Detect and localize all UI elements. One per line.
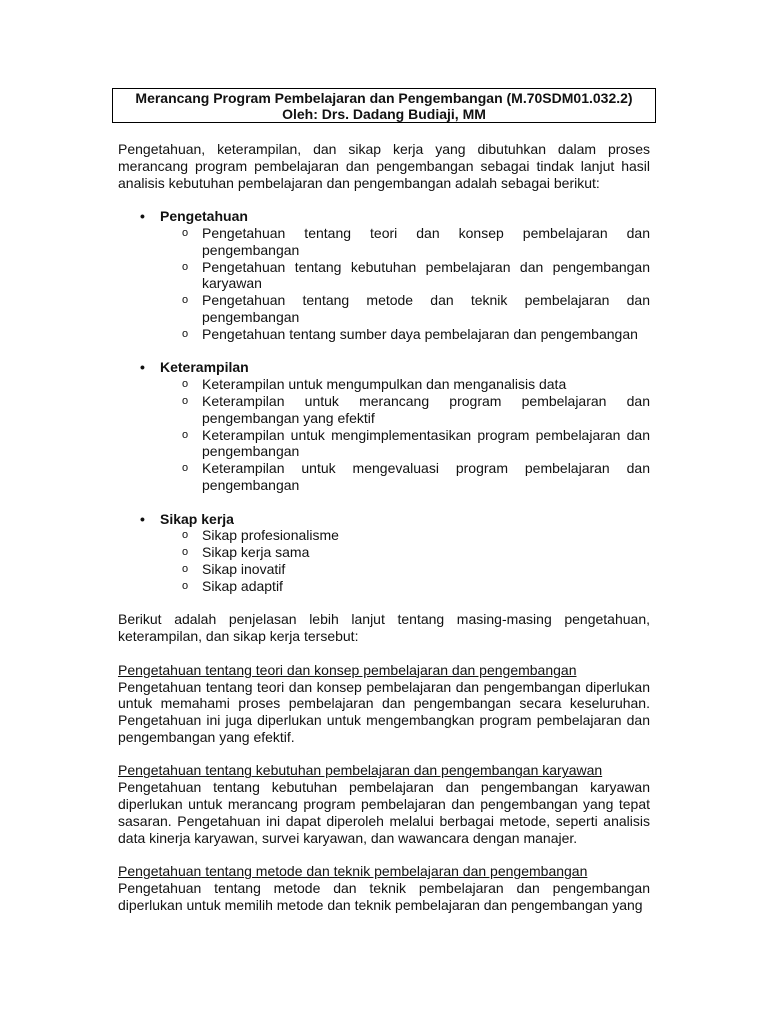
list-item (160, 527, 650, 544)
list-item-text: Pengetahuan tentang sumber daya pembelajaran dan pengembangan (202, 325, 638, 342)
bullet-icon: • (140, 359, 145, 376)
competency-section-pengetahuan (118, 208, 650, 342)
section-label: Keterampilan (160, 359, 249, 376)
circle-bullet-icon: o (182, 260, 189, 273)
title-box (112, 88, 656, 123)
list-item-text: Keterampilan untuk merancang program pembelajaran dan pengembangan yang efektif (202, 392, 650, 426)
explanation-section (118, 662, 650, 746)
list-item (160, 578, 650, 595)
explanation-section (118, 762, 650, 846)
list-item (160, 292, 650, 326)
list-item-text: Keterampilan untuk mengevaluasi program pembelajaran dan pengembangan (202, 460, 650, 493)
explanation-heading: Pengetahuan tentang teori dan konsep pembelajaran dan pengembangan (118, 661, 577, 678)
list-item (160, 259, 650, 293)
intro-paragraph: Pengetahuan, keterampilan, dan sikap kerja yang dibutuhkan dalam proses merancang program pembelajaran dan pengembangan sebagai tindak lanjut hasil analisis kebutuhan pembelajaran dan pengembangan adalah sebagai berikut: (118, 141, 650, 191)
document-body (118, 141, 650, 914)
competency-list (118, 208, 650, 594)
circle-bullet-icon: o (182, 327, 189, 340)
sub-list (160, 527, 650, 594)
list-item (160, 544, 650, 561)
circle-bullet-icon: o (182, 294, 189, 307)
circle-bullet-icon: o (182, 428, 189, 441)
competency-section-keterampilan (118, 359, 650, 493)
list-item (160, 561, 650, 578)
list-item-text: Sikap inovatif (202, 560, 286, 577)
explanation-heading: Pengetahuan tentang metode dan teknik pembelajaran dan pengembangan (118, 863, 588, 880)
explanation-section (118, 863, 650, 913)
circle-bullet-icon: o (182, 462, 189, 475)
list-item (160, 427, 650, 461)
list-item (160, 326, 650, 343)
explanation-body: Pengetahuan tentang teori dan konsep pembelajaran dan pengembangan diperlukan untuk memahami proses pembelajaran dan pengembangan secara keseluruhan. Pengetahuan ini juga diperlukan untuk mengembangkan program pembelajaran dan pengembangan yang efektif. (118, 678, 650, 745)
sub-list (160, 376, 650, 494)
circle-bullet-icon: o (182, 562, 189, 575)
list-item-text: Keterampilan untuk mengumpulkan dan menganalisis data (202, 376, 567, 393)
explanation-heading: Pengetahuan tentang kebutuhan pembelajaran dan pengembangan karyawan (118, 762, 603, 779)
document-title: Merancang Program Pembelajaran dan Pengembangan (M.70SDM01.032.2) (135, 90, 633, 106)
explanation-body: Pengetahuan tentang kebutuhan pembelajaran dan pengembangan karyawan diperlukan untuk merancang program pembelajaran dan pengembangan yang tepat sasaran. Pengetahuan ini dapat diperoleh melalui berbagai metode, seperti analisis data kinerja karyawan, survei karyawan, dan wawancara dengan manajer. (118, 779, 650, 846)
explanation-body: Pengetahuan tentang metode dan teknik pembelajaran dan pengembangan diperlukan untuk memilih metode dan teknik pembelajaran dan pengembangan yang (118, 880, 650, 913)
list-item-text: Pengetahuan tentang kebutuhan pembelajaran dan pengembangan karyawan (202, 258, 650, 292)
list-item-text: Sikap adaptif (202, 577, 283, 594)
section-label: Pengetahuan (160, 208, 248, 225)
list-item (160, 460, 650, 494)
circle-bullet-icon: o (182, 529, 189, 542)
circle-bullet-icon: o (182, 226, 189, 239)
circle-bullet-icon: o (182, 394, 189, 407)
circle-bullet-icon: o (182, 546, 189, 559)
list-item-text: Keterampilan untuk mengimplementasikan program pembelajaran dan pengembangan (202, 426, 650, 460)
transition-paragraph: Berikut adalah penjelasan lebih lanjut tentang masing-masing pengetahuan, keterampilan, dan sikap kerja tersebut: (118, 611, 650, 645)
circle-bullet-icon: o (182, 378, 189, 391)
list-item (160, 225, 650, 259)
circle-bullet-icon: o (182, 579, 189, 592)
section-label: Sikap kerja (160, 510, 234, 527)
bullet-icon: • (140, 208, 145, 225)
list-item-text: Pengetahuan tentang teori dan konsep pembelajaran dan pengembangan (202, 224, 650, 258)
document-author: Oleh: Drs. Dadang Budiaji, MM (282, 106, 486, 122)
sub-list (160, 225, 650, 343)
list-item (160, 393, 650, 427)
list-item-text: Pengetahuan tentang metode dan teknik pembelajaran dan pengembangan (202, 292, 650, 325)
list-item-text: Sikap profesionalisme (202, 527, 339, 544)
list-item (160, 376, 650, 393)
list-item-text: Sikap kerja sama (202, 544, 310, 561)
bullet-icon: • (140, 510, 145, 527)
competency-section-sikap-kerja (118, 511, 650, 595)
